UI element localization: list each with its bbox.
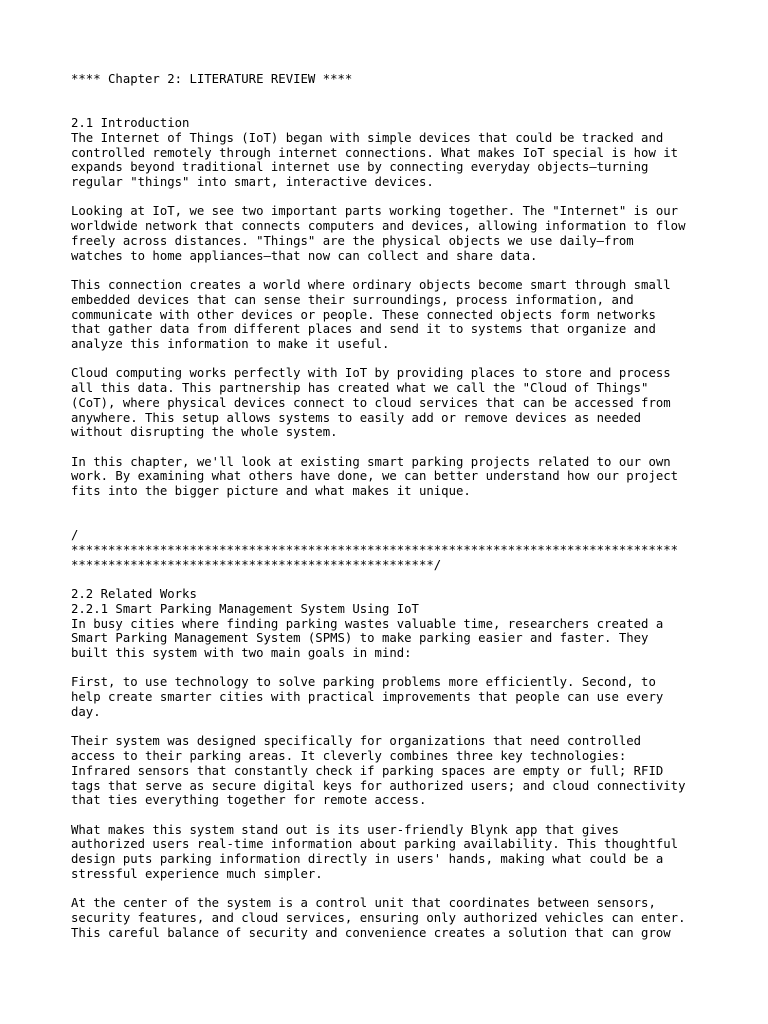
text-line: work. By examining what others have done, we can better understand how our project xyxy=(71,469,679,484)
text-line xyxy=(71,190,761,205)
text-line xyxy=(71,87,761,102)
text-line: Looking at IoT, we see two important parts working together. The "Internet" is our xyxy=(71,204,679,219)
text-line: In this chapter, we'll look at existing smart parking projects related to our own xyxy=(71,454,671,469)
text-line: 2.1 Introduction xyxy=(71,116,190,131)
text-line: regular "things" into smart, interactive devices. xyxy=(71,175,434,190)
text-line: without disrupting the whole system. xyxy=(71,425,338,440)
text-line: security features, and cloud services, ensuring only authorized vehicles can enter. xyxy=(71,910,686,925)
text-line: built this system with two main goals in mind: xyxy=(71,646,412,661)
text-line: all this data. This partnership has created what we call the "Cloud of Things" xyxy=(71,381,649,396)
text-line xyxy=(71,352,761,367)
text-line: help create smarter cities with practical improvements that people can use every xyxy=(71,690,664,705)
text-line: design puts parking information directly in users' hands, making what could be a xyxy=(71,852,664,867)
text-line xyxy=(71,808,761,823)
text-line: Infrared sensors that constantly check if parking spaces are empty or full; RFID xyxy=(71,763,664,778)
text-line: 2.2 Related Works xyxy=(71,587,197,602)
text-line: freely across distances. "Things" are the physical objects we use daily—from xyxy=(71,233,634,248)
text-line: The Internet of Things (IoT) began with simple devices that could be tracked and xyxy=(71,130,664,145)
text-line: embedded devices that can sense their surroundings, process information, and xyxy=(71,292,634,307)
text-line: (CoT), where physical devices connect to cloud services that can be accessed from xyxy=(71,395,671,410)
text-line: / xyxy=(71,528,79,543)
text-line: 2.2.1 Smart Parking Management System Using IoT xyxy=(71,601,419,616)
text-line: stressful experience much simpler. xyxy=(71,866,323,881)
text-line: access to their parking areas. It cleverly combines three key technologies: xyxy=(71,749,627,764)
text-line: fits into the bigger picture and what makes it unique. xyxy=(71,484,471,499)
text-line xyxy=(71,499,761,514)
text-line: ********************************************************************************** xyxy=(71,543,679,557)
text-line: watches to home appliances—that now can collect and share data. xyxy=(71,248,538,263)
text-line: anywhere. This setup allows systems to easily add or remove devices as needed xyxy=(71,410,642,425)
text-line: controlled remotely through internet connections. What makes IoT special is how it xyxy=(71,145,679,160)
text-line xyxy=(71,572,761,587)
text-line xyxy=(71,720,761,735)
text-line: that ties everything together for remote access. xyxy=(71,793,427,808)
text-line: analyze this information to make it useful. xyxy=(71,336,390,351)
text-line xyxy=(71,101,761,116)
text-line: This careful balance of security and convenience creates a solution that can grow xyxy=(71,925,671,940)
text-line: In busy cities where finding parking wastes valuable time, researchers created a xyxy=(71,616,664,631)
text-line: *************************************************/ xyxy=(71,557,442,572)
text-line xyxy=(71,440,761,455)
text-line: authorized users real-time information about parking availability. This thoughtful xyxy=(71,837,679,852)
text-line xyxy=(71,661,761,676)
text-line: Their system was designed specifically for organizations that need controlled xyxy=(71,734,642,749)
text-line: day. xyxy=(71,704,101,719)
text-line: worldwide network that connects computers and devices, allowing information to flow xyxy=(71,219,686,234)
text-line: At the center of the system is a control unit that coordinates between sensors, xyxy=(71,896,656,911)
text-line xyxy=(71,882,761,897)
text-line: This connection creates a world where ordinary objects become smart through small xyxy=(71,278,671,293)
text-line: Smart Parking Management System (SPMS) to make parking easier and faster. They xyxy=(71,631,649,646)
text-line: that gather data from different places and send it to systems that organize and xyxy=(71,322,656,337)
text-line: expands beyond traditional internet use by connecting everyday objects—turning xyxy=(71,160,649,175)
text-line xyxy=(71,514,761,529)
text-line: **** Chapter 2: LITERATURE REVIEW **** xyxy=(71,72,353,86)
text-line: Cloud computing works perfectly with IoT by providing places to store and process xyxy=(71,366,671,381)
text-line: First, to use technology to solve parking problems more efficiently. Second, to xyxy=(71,675,656,690)
text-line: tags that serve as secure digital keys for authorized users; and cloud connectivity xyxy=(71,778,686,793)
text-line: communicate with other devices or people. These connected objects form networks xyxy=(71,307,656,322)
text-line xyxy=(71,263,761,278)
text-line: What makes this system stand out is its user-friendly Blynk app that gives xyxy=(71,822,619,837)
document-body xyxy=(71,72,761,940)
